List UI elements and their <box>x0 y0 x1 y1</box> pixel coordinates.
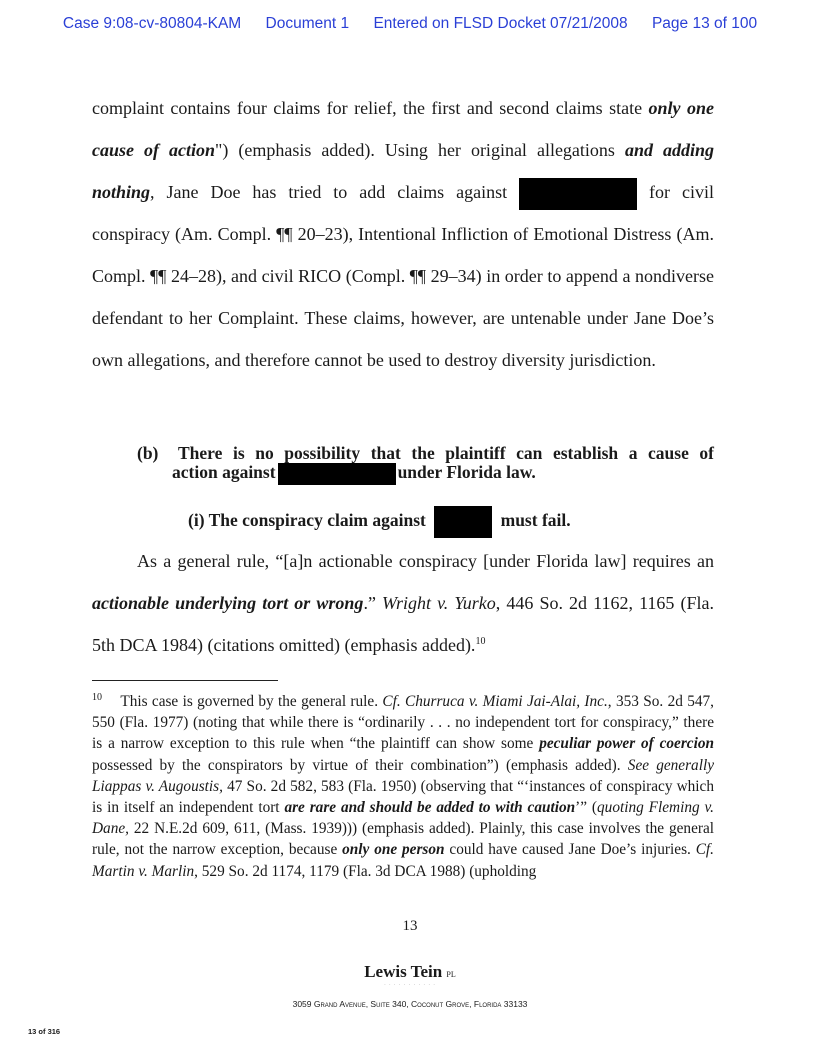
paragraph-2: As a general rule, “[a]n actionable conspiracy [under Florida law] requires an actionable underlying tort or wrong.” Wright v. Yurko, 446 So. 2d 1162, 1165 (Fla. 5th DCA 1984) (citations omitted) (emphasis added).$^{10}$ <box>92 551 715 655</box>
redaction-box <box>434 506 492 538</box>
footnote-reference[interactable]: 10 <box>475 636 486 647</box>
heading-b-label: (b) <box>137 443 159 463</box>
heading-i: (i) The conspiracy claim against must fail. <box>188 506 571 538</box>
firm-address: 3059 Grand Avenue, Suite 340, Coconut Grove, Florida 33133 <box>292 999 528 1009</box>
redaction-box <box>519 178 637 210</box>
case-number: Case 9:08-cv-80804-KAM <box>62 15 242 32</box>
footnote-number: 10 <box>92 691 102 703</box>
heading-b-line1: There is no possibility that the plaintiff can establish a cause of <box>178 443 714 463</box>
paragraph-1: complaint contains four claims for relief, the first and second claims state only one cause of action") (emphasis added). Using her original allegations and adding nothing, Jane Doe has tried to add claims against for civil conspiracy (Am. Compl. ¶¶ 20–23), Intentional Infliction of Emotional Distress (Am. Compl. ¶¶ 24–28), and civil RICO (Compl. ¶¶ 29–34) in order to append a nondiverse defendant to her Complaint. These claims, however, are untenable under Jane Doe’s own allegations, and therefore cannot be used to destroy diversity jurisdiction. <box>92 98 714 370</box>
pdf-page-of: 13 of 316 <box>28 1027 61 1036</box>
footnote-10: $^{10}$ This case is governed by the general rule. Cf. Churruca v. Miami Jai-Alai, Inc., 353 So. 2d 547, 550 (Fla. 1977) (noting that while there is “ordinarily . . . no independent tort for conspiracy,” there is a narrow exception to this rule when “the plaintiff can show some peculiar power of coercion possessed by the conspirators by virtue of their combination”) (emphasis added). See generally Liappas v. Augoustis, 47 So. 2d 582, 583 (Fla. 1950) (observing that “‘instances of conspiracy which is in itself an independent tort are rare and should be added to with caution’” (quoting Fleming v. Dane, 22 N.E.2d 609, 611, (Mass. 1939))) (emphasis added). Plainly, this case involves the general rule, not the narrow exception, because only one person could have caused Jane Doe’s injuries. Cf. Martin v. Marlin, 529 So. 2d 1174, 1179 (Fla. 3d DCA 1988) (upholding <box>92 691 715 880</box>
firm-logo: Lewis Tein PL <box>364 962 456 981</box>
docket-entry-date: Entered on FLSD Docket 07/21/2008 <box>373 15 628 32</box>
docket-header <box>0 15 820 33</box>
docket-page: Page 13 of 100 <box>651 15 758 32</box>
redaction-box <box>278 463 396 485</box>
footnote-separator <box>92 680 278 681</box>
page-number: 13 <box>402 918 418 934</box>
heading-b-line2: action against under Florida law. <box>172 462 536 485</box>
document-number: Document 1 <box>265 15 350 32</box>
firm-logo-subline: · · · · · · · · · · · <box>384 983 436 988</box>
